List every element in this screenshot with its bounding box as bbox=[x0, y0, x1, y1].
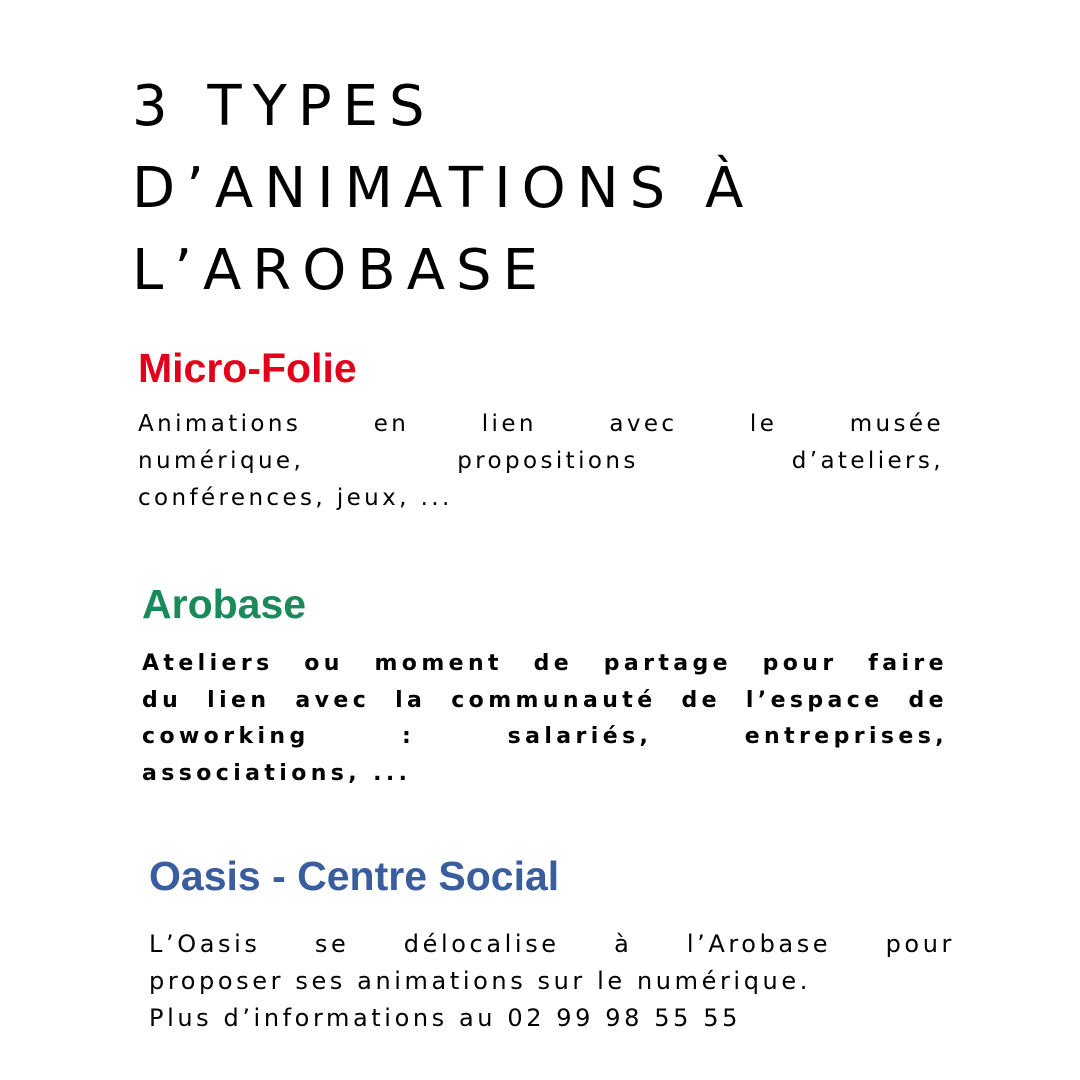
body-line: numérique, propositions d’ateliers, bbox=[138, 448, 944, 474]
body-line: Plus d’informations au 02 99 98 55 55 bbox=[149, 1004, 741, 1032]
title-line-3: L’AROBASE bbox=[132, 238, 549, 303]
section-oasis-centre-social bbox=[149, 852, 955, 1037]
body-line: Animations en lien avec le musée bbox=[138, 411, 944, 437]
body-line: du lien avec la communauté de l’espace de bbox=[142, 687, 948, 713]
title-line-1: 3 TYPES bbox=[132, 74, 436, 139]
section-body-oasis bbox=[149, 926, 955, 1037]
body-line: coworking : salariés, entreprises, bbox=[142, 724, 948, 749]
body-line: Ateliers ou moment de partage pour faire bbox=[142, 651, 948, 676]
body-line: conférences, jeux, ... bbox=[138, 485, 453, 511]
title-line-2: D’ANIMATIONS À bbox=[132, 156, 755, 221]
section-heading-arobase: Arobase bbox=[142, 581, 307, 627]
page-title bbox=[132, 66, 1032, 312]
section-heading-oasis: Oasis - Centre Social bbox=[149, 853, 560, 899]
section-body-arobase bbox=[142, 646, 948, 792]
section-micro-folie bbox=[138, 344, 944, 517]
section-heading-micro-folie: Micro-Folie bbox=[138, 345, 357, 391]
body-line: L’Oasis se délocalise à l’Arobase pour bbox=[149, 930, 955, 958]
body-line: proposer ses animations sur le numérique. bbox=[149, 967, 811, 995]
body-line: associations, ... bbox=[142, 760, 412, 786]
section-arobase bbox=[142, 580, 948, 792]
section-body-micro-folie bbox=[138, 406, 944, 517]
